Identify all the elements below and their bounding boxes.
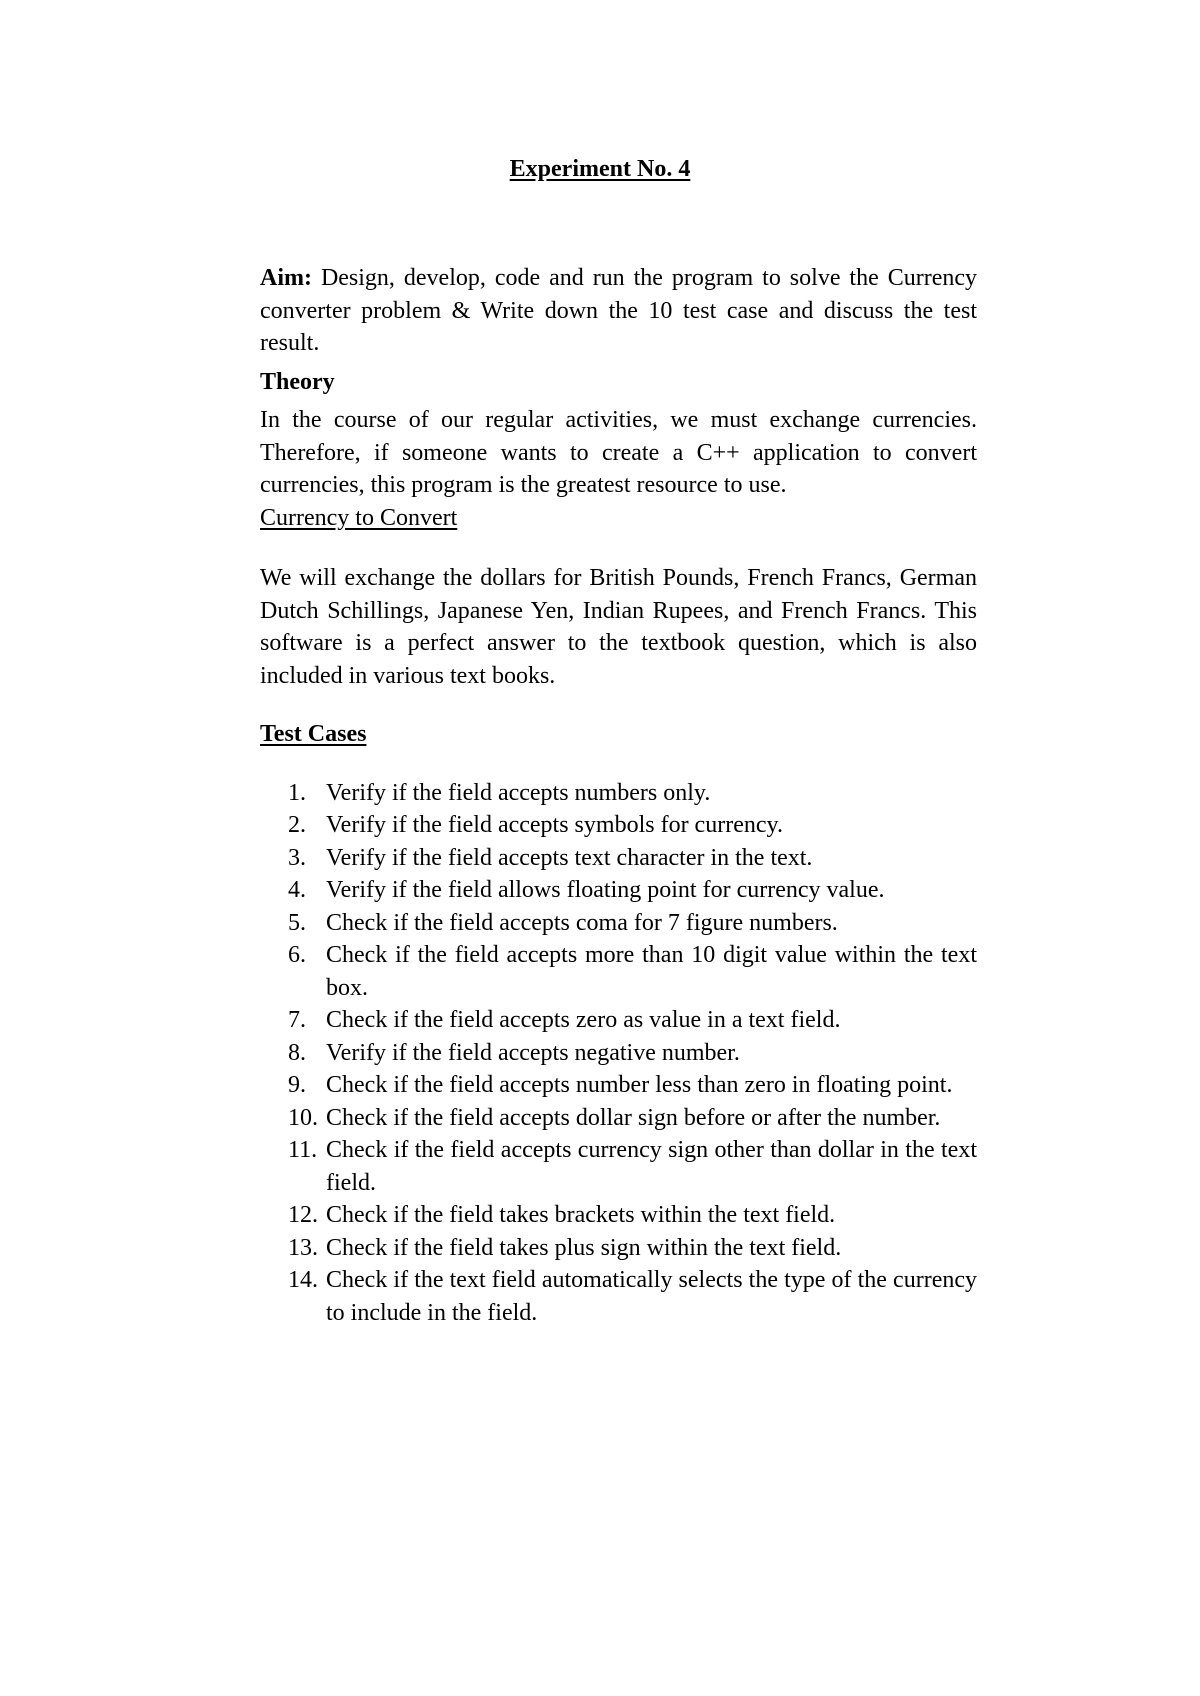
test-case-text: Verify if the field accepts text character in the text.	[326, 844, 813, 871]
test-case-item	[260, 1037, 977, 1070]
test-case-text: Check if the field accepts currency sign other than dollar in the text field.	[326, 1137, 977, 1196]
test-case-text: Verify if the field accepts negative number.	[326, 1039, 740, 1066]
test-case-item	[260, 1004, 977, 1037]
aim-paragraph	[260, 262, 977, 360]
page-title: Experiment No. 4	[509, 156, 691, 182]
test-case-text: Verify if the field allows floating point for currency value.	[326, 877, 885, 903]
test-case-number: 4.	[288, 877, 306, 903]
theory-paragraph: In the course of our regular activities, we must exchange currencies. Therefore, if someone wants to create a C++ application to convert currencies, this program is the greatest resource to use.	[260, 407, 977, 498]
currency-paragraph: We will exchange the dollars for British Pounds, French Francs, German Dutch Schillings, Japanese Yen, Indian Rupees, and French Francs. This software is a perfect answer to the textbook question, which is also included in various text books.	[260, 565, 977, 689]
test-case-item	[260, 1232, 977, 1265]
test-case-text: Check if the field accepts number less than zero in floating point.	[326, 1072, 953, 1098]
test-case-number: 7.	[288, 1007, 306, 1033]
test-case-text: Check if the field accepts coma for 7 figure numbers.	[326, 909, 838, 936]
test-case-item	[260, 939, 977, 1004]
test-case-text: Check if the field accepts zero as value in a text field.	[326, 1007, 841, 1033]
test-case-item	[260, 874, 977, 907]
test-cases-heading: Test Cases	[260, 721, 367, 747]
test-case-number: 9.	[288, 1072, 306, 1098]
test-case-text: Verify if the field accepts symbols for currency.	[326, 812, 783, 838]
test-case-item	[260, 1102, 977, 1135]
test-case-number: 2.	[288, 812, 306, 838]
theory-heading: Theory	[260, 368, 335, 395]
test-case-item	[260, 809, 977, 842]
currency-heading: Currency to Convert	[260, 504, 458, 531]
test-case-number: 8.	[288, 1039, 306, 1066]
test-case-item	[260, 1134, 977, 1199]
test-case-text: Verify if the field accepts numbers only.	[326, 779, 711, 806]
test-case-item	[260, 1264, 977, 1329]
test-case-item	[260, 1069, 977, 1102]
test-case-number: 6.	[288, 942, 306, 968]
test-case-item	[260, 907, 977, 940]
test-case-number: 13.	[288, 1234, 318, 1261]
test-case-item	[260, 1199, 977, 1232]
test-case-number: 12.	[288, 1202, 318, 1228]
test-case-text: Check if the text field automatically selects the type of the currency to include in the field.	[326, 1267, 977, 1326]
test-case-text: Check if the field accepts more than 10 digit value within the text box.	[326, 942, 977, 1001]
test-case-text: Check if the field takes brackets within the text field.	[326, 1202, 836, 1228]
test-case-item	[260, 777, 977, 810]
test-case-number: 10.	[288, 1104, 318, 1131]
test-case-item	[260, 842, 977, 875]
test-case-text: Check if the field takes plus sign within the text field.	[326, 1234, 842, 1261]
test-case-list	[260, 777, 977, 1330]
test-case-number: 14.	[288, 1267, 318, 1293]
test-case-number: 3.	[288, 844, 306, 871]
document-body	[260, 262, 977, 1329]
test-case-number: 11.	[288, 1137, 318, 1163]
test-case-text: Check if the field accepts dollar sign before or after the number.	[326, 1104, 941, 1131]
aim-label: Aim:	[260, 265, 312, 291]
aim-text: Design, develop, code and run the program to solve the Currency converter problem & Write down the 10 test case and discuss the test result.	[260, 265, 977, 356]
test-case-number: 5.	[288, 909, 306, 936]
test-case-number: 1.	[288, 779, 306, 806]
